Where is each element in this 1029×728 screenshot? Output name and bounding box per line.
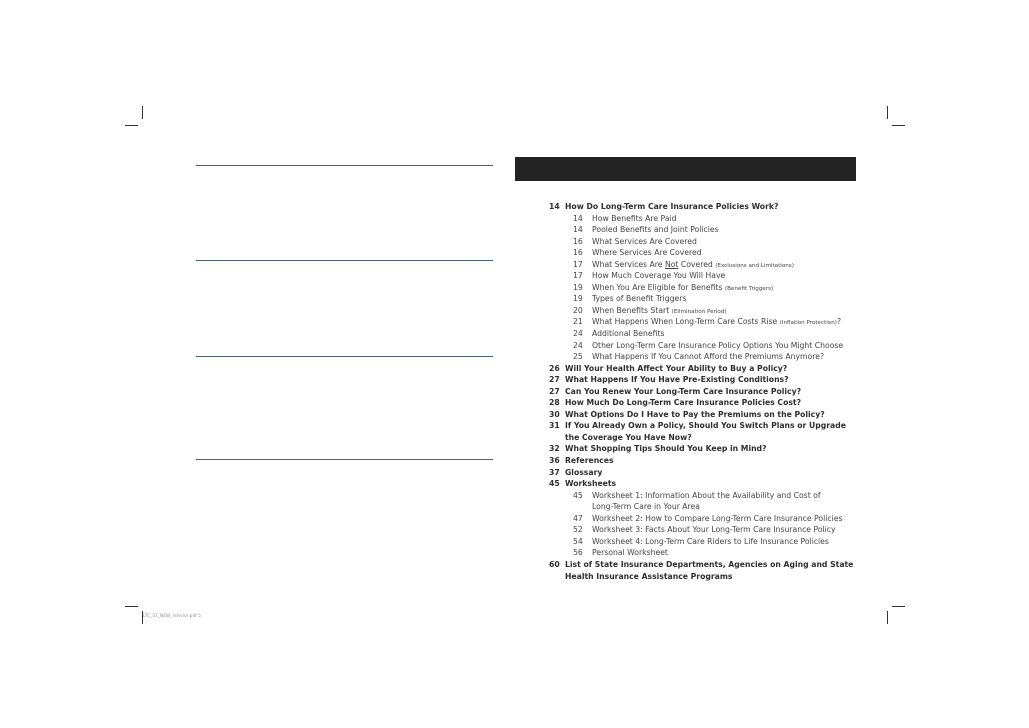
toc-title bbox=[565, 420, 846, 432]
toc-entry bbox=[549, 270, 869, 282]
toc-title bbox=[565, 559, 853, 571]
toc-title-part: What Shopping Tips Should You Keep in Mind? bbox=[565, 444, 767, 454]
toc-entry bbox=[549, 247, 869, 259]
toc-page-number: 36 bbox=[549, 456, 560, 466]
toc-entry bbox=[549, 293, 869, 305]
toc-title-part: Pooled Benefits and Joint Policies bbox=[592, 225, 719, 235]
toc-entry bbox=[549, 213, 869, 225]
toc-title-part: Covered bbox=[678, 259, 716, 269]
toc-title bbox=[592, 270, 725, 282]
toc-title-part: Worksheets bbox=[565, 479, 617, 489]
left-rule-2 bbox=[196, 260, 493, 261]
toc-entry bbox=[549, 513, 869, 525]
crop-mark-bottom-right-h bbox=[892, 606, 905, 607]
toc-title bbox=[565, 455, 614, 467]
crop-mark-top-left-v bbox=[142, 106, 143, 119]
toc-title-part: What Happens If You Have Pre-Existing Conditions? bbox=[565, 375, 789, 385]
toc-title bbox=[565, 363, 787, 375]
toc-entry bbox=[549, 571, 869, 583]
contents-header-bar bbox=[515, 157, 856, 181]
left-rule-1 bbox=[196, 165, 493, 166]
toc-page-number: 37 bbox=[549, 467, 560, 477]
toc-page-number: 31 bbox=[549, 421, 560, 431]
toc-title-part: How Much Coverage You Will Have bbox=[592, 271, 726, 281]
toc-page-number: 27 bbox=[549, 386, 560, 396]
toc-title-part: Glossary bbox=[565, 467, 603, 477]
toc-page-number: 14 bbox=[573, 225, 583, 235]
toc-title-part: How Do Long-Term Care Insurance Policies Work? bbox=[565, 202, 779, 211]
toc-title-part: What Services Are Covered bbox=[592, 236, 697, 246]
toc-page-number: 16 bbox=[573, 248, 583, 258]
toc-title-part: ? bbox=[836, 317, 842, 327]
toc-page-number: 19 bbox=[573, 282, 583, 292]
toc-title-part: Types of Benefit Triggers bbox=[592, 294, 687, 304]
toc-title bbox=[565, 571, 732, 583]
crop-mark-top-left-h bbox=[125, 125, 138, 126]
toc-title-part: Where Services Are Covered bbox=[592, 248, 702, 258]
toc-title bbox=[592, 236, 697, 248]
toc-title bbox=[592, 247, 702, 259]
crop-mark-bottom-left-h bbox=[125, 606, 138, 607]
toc-title-part: What Happens When Long-Term Care Costs Rise bbox=[592, 317, 780, 327]
toc-page-number: 21 bbox=[573, 317, 583, 327]
toc-title-part: Will Your Health Affect Your Ability to Buy a Policy? bbox=[565, 363, 788, 373]
toc-entry bbox=[549, 443, 869, 455]
toc-title-part: If You Already Own a Policy, Should You Switch Plans or Upgrade bbox=[565, 421, 846, 431]
toc-entry bbox=[549, 282, 869, 294]
toc-entry bbox=[549, 351, 869, 363]
toc-page-number: 19 bbox=[573, 294, 583, 304]
toc-title bbox=[592, 501, 700, 513]
toc-title bbox=[592, 328, 665, 340]
toc-title-part: How Much Do Long-Term Care Insurance Policies Cost? bbox=[565, 398, 802, 408]
toc-entry bbox=[549, 467, 869, 479]
toc-title-note: (Exclusions and Limitations) bbox=[715, 262, 794, 269]
toc-title-part: What Happens If You Cannot Afford the Premiums Anymore? bbox=[592, 352, 825, 362]
toc-title-part: When You Are Eligible for Benefits bbox=[592, 282, 725, 292]
toc-page-number: 28 bbox=[549, 398, 560, 408]
toc-page-number: 14 bbox=[573, 213, 583, 223]
toc-title bbox=[565, 443, 767, 455]
toc-entry bbox=[549, 490, 869, 502]
toc-title-part: When Benefits Start bbox=[592, 305, 672, 315]
toc-title-part: What Services Are bbox=[592, 259, 665, 269]
toc-entry bbox=[549, 236, 869, 248]
toc-title-part: Can You Renew Your Long-Term Care Insurance Policy? bbox=[565, 386, 802, 396]
toc-entry bbox=[549, 363, 869, 375]
toc-title bbox=[565, 386, 801, 398]
toc-entry bbox=[549, 409, 869, 421]
toc-page-number: 27 bbox=[549, 375, 560, 385]
toc-entry bbox=[549, 547, 869, 559]
toc-entry bbox=[549, 386, 869, 398]
toc-title-note: (Inflation Protection) bbox=[779, 320, 837, 327]
toc-entry bbox=[549, 501, 869, 513]
toc-entry bbox=[549, 559, 869, 571]
toc-title-part: Worksheet 2: How to Compare Long-Term Care Insurance Policies bbox=[592, 513, 843, 523]
toc-title-part: Personal Worksheet bbox=[592, 548, 668, 558]
toc-page-number: 17 bbox=[573, 271, 583, 281]
toc-title bbox=[592, 213, 677, 225]
toc-entry bbox=[549, 536, 869, 548]
toc-title-part: References bbox=[565, 456, 614, 466]
toc-page-number: 54 bbox=[573, 536, 583, 546]
toc-page-number: 14 bbox=[549, 202, 560, 211]
toc-entry bbox=[549, 305, 869, 317]
table-of-contents bbox=[549, 201, 869, 582]
toc-page-number: 17 bbox=[573, 259, 583, 269]
toc-page-number: 30 bbox=[549, 409, 560, 419]
toc-entry bbox=[549, 432, 869, 444]
toc-title bbox=[592, 293, 686, 305]
toc-title bbox=[592, 536, 829, 548]
toc-page-number: 24 bbox=[573, 340, 583, 350]
toc-title bbox=[565, 432, 692, 444]
toc-title bbox=[565, 409, 825, 421]
left-rule-4 bbox=[196, 459, 493, 460]
toc-entry bbox=[549, 340, 869, 352]
toc-title bbox=[565, 374, 789, 386]
toc-entry bbox=[549, 316, 869, 328]
toc-entry bbox=[549, 455, 869, 467]
toc-entry bbox=[549, 259, 869, 271]
toc-title bbox=[592, 224, 719, 236]
toc-entry bbox=[549, 201, 869, 213]
toc-title bbox=[592, 547, 668, 559]
toc-title-part: Health Insurance Assistance Programs bbox=[565, 571, 733, 581]
toc-page-number: 32 bbox=[549, 444, 560, 454]
toc-page-number: 24 bbox=[573, 329, 583, 339]
toc-title bbox=[592, 513, 842, 525]
toc-entry bbox=[549, 328, 869, 340]
toc-page-number: 20 bbox=[573, 305, 583, 315]
toc-page-number: 56 bbox=[573, 548, 583, 558]
toc-title-part: Other Long-Term Care Insurance Policy Options You Might Choose bbox=[592, 340, 844, 350]
toc-title-part: Worksheet 1: Information About the Availability and Cost of bbox=[592, 490, 821, 500]
toc-title bbox=[592, 340, 843, 352]
left-rule-3 bbox=[196, 356, 493, 357]
toc-title-part: Worksheet 4: Long-Term Care Riders to Life Insurance Policies bbox=[592, 536, 829, 546]
toc-title-part: Long-Term Care in Your Area bbox=[592, 502, 700, 512]
toc-entry bbox=[549, 397, 869, 409]
toc-title-part: List of State Insurance Departments, Agencies on Aging and State bbox=[565, 559, 854, 569]
toc-entry bbox=[549, 524, 869, 536]
toc-page-number: 26 bbox=[549, 363, 560, 373]
toc-entry bbox=[549, 374, 869, 386]
toc-title-part: Worksheet 3: Facts About Your Long-Term Care Insurance Policy bbox=[592, 525, 836, 535]
printer-slug: LTC_07_NEW_Interior.pdf 5 bbox=[143, 613, 202, 618]
toc-title-note: (Elimination Period) bbox=[671, 308, 727, 315]
toc-title-part: the Coverage You Have Now? bbox=[565, 432, 692, 442]
toc-page-number: 52 bbox=[573, 525, 583, 535]
toc-title-emphasis: Not bbox=[664, 259, 679, 269]
toc-title bbox=[592, 490, 821, 502]
crop-mark-bottom-right-v bbox=[887, 611, 888, 624]
toc-page-number: 45 bbox=[573, 490, 583, 500]
toc-page-number: 25 bbox=[573, 352, 583, 362]
toc-title bbox=[565, 397, 801, 409]
toc-page-number: 16 bbox=[573, 236, 583, 246]
toc-title bbox=[565, 467, 602, 479]
toc-title-note: (Benefit Triggers) bbox=[724, 285, 774, 292]
crop-mark-top-right-v bbox=[887, 106, 888, 119]
toc-title bbox=[565, 201, 778, 213]
toc-title-part: What Options Do I Have to Pay the Premiums on the Policy? bbox=[565, 409, 825, 419]
toc-entry bbox=[549, 420, 869, 432]
toc-page-number: 60 bbox=[549, 559, 560, 569]
toc-entry bbox=[549, 478, 869, 490]
toc-entry bbox=[549, 224, 869, 236]
toc-title-part: How Benefits Are Paid bbox=[592, 213, 677, 223]
crop-mark-top-right-h bbox=[892, 125, 905, 126]
toc-page-number: 45 bbox=[549, 479, 560, 489]
toc-title-part: Additional Benefits bbox=[592, 329, 665, 339]
toc-page-number: 47 bbox=[573, 513, 583, 523]
toc-title bbox=[592, 351, 824, 363]
toc-title bbox=[565, 478, 616, 490]
toc-title bbox=[592, 524, 836, 536]
